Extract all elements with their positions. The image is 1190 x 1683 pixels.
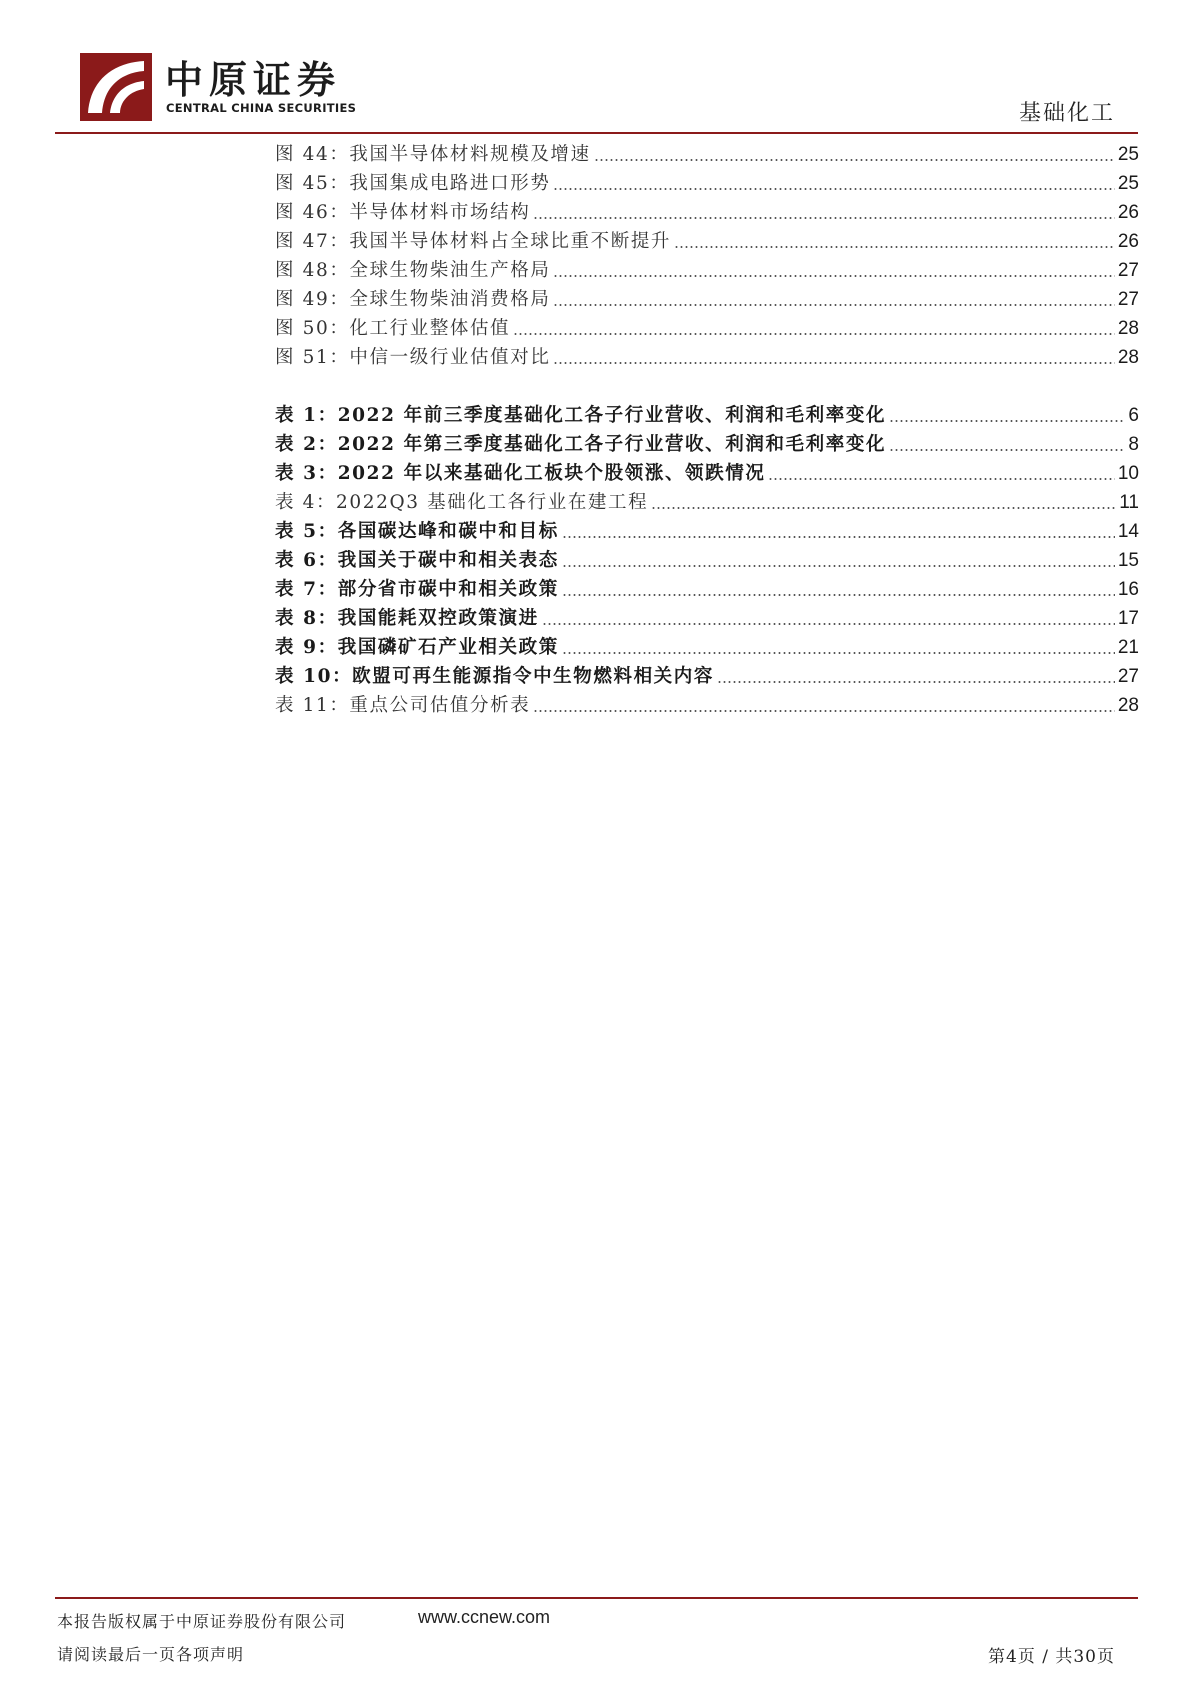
toc-entry-label: 表 6：我国关于碳中和相关表态 <box>275 550 559 571</box>
toc-leader-dots <box>562 565 1115 567</box>
toc-entry-page: 6 <box>1128 405 1139 426</box>
toc-entry-label: 图 48：全球生物柴油生产格局 <box>275 260 551 281</box>
toc-entry-page: 21 <box>1117 637 1139 658</box>
toc-entry[interactable] <box>275 165 1139 196</box>
toc-leader-dots <box>553 188 1114 190</box>
toc-entry-page: 28 <box>1117 318 1139 339</box>
footer-copyright: 本报告版权属于中原证券股份有限公司 <box>57 1612 347 1631</box>
toc-entry[interactable] <box>275 223 1139 254</box>
toc-entry[interactable] <box>275 252 1139 283</box>
toc-entry[interactable] <box>275 687 1139 718</box>
toc-entry[interactable] <box>275 600 1139 631</box>
toc-leader-dots <box>562 594 1115 596</box>
toc-entry[interactable] <box>275 426 1139 457</box>
toc-entry[interactable] <box>275 658 1139 689</box>
toc-entry-label: 图 49：全球生物柴油消费格局 <box>275 289 551 310</box>
toc-leader-dots <box>562 536 1115 538</box>
toc-leader-dots <box>889 420 1125 422</box>
toc-entry-label: 图 44：我国半导体材料规模及增速 <box>275 144 591 165</box>
toc-entry-label: 图 45：我国集成电路进口形势 <box>275 173 551 194</box>
toc-entry-label: 图 51：中信一级行业估值对比 <box>275 347 551 368</box>
toc-entry-label: 表 1：2022 年前三季度基础化工各子行业营收、利润和毛利率变化 <box>275 405 887 426</box>
toc-entry-label: 表 3：2022 年以来基础化工板块个股领涨、领跌情况 <box>275 463 766 484</box>
company-logo-icon <box>80 53 152 121</box>
toc-entry-label: 表 2：2022 年第三季度基础化工各子行业营收、利润和毛利率变化 <box>275 434 887 455</box>
footer-website-link[interactable]: www.ccnew.com <box>418 1607 551 1627</box>
footer-disclaimer: 请阅读最后一页各项声明 <box>57 1645 245 1664</box>
toc-entry-page: 15 <box>1117 550 1139 571</box>
toc-leader-dots <box>553 275 1114 277</box>
toc-entry[interactable] <box>275 397 1139 428</box>
toc-entry-label: 表 11：重点公司估值分析表 <box>275 695 531 716</box>
toc-leader-dots <box>533 217 1115 219</box>
toc-leader-dots <box>674 246 1115 248</box>
toc-entry[interactable] <box>275 136 1139 167</box>
toc-leader-dots <box>651 507 1116 509</box>
toc-leader-dots <box>553 362 1114 364</box>
toc-entry-page: 17 <box>1117 608 1139 629</box>
toc-entry-page: 14 <box>1117 521 1139 542</box>
toc-entry[interactable] <box>275 513 1139 544</box>
header-divider <box>55 132 1138 134</box>
page-header <box>0 0 1190 140</box>
toc-leader-dots <box>768 478 1114 480</box>
toc-entry[interactable] <box>275 571 1139 602</box>
toc-entry-label: 表 10：欧盟可再生能源指令中生物燃料相关内容 <box>275 666 714 687</box>
toc-entry[interactable] <box>275 194 1139 225</box>
toc-entry[interactable] <box>275 455 1139 486</box>
toc-entry-page: 27 <box>1117 260 1139 281</box>
footer-divider <box>55 1597 1138 1599</box>
toc-entry-page: 10 <box>1117 463 1139 484</box>
toc-entry-label: 表 7：部分省市碳中和相关政策 <box>275 579 559 600</box>
toc-entry[interactable] <box>275 310 1139 341</box>
toc-entry-page: 25 <box>1117 173 1139 194</box>
toc-entry-page: 8 <box>1128 434 1139 455</box>
toc-entry-page: 26 <box>1117 231 1139 252</box>
toc-leader-dots <box>513 333 1115 335</box>
toc-leader-dots <box>562 652 1115 654</box>
toc-leader-dots <box>553 304 1114 306</box>
footer-page-number: 第4页 / 共30页 <box>988 1647 1115 1667</box>
toc-entry-page: 28 <box>1117 347 1139 368</box>
section-title: 基础化工 <box>1018 101 1115 126</box>
toc-entry[interactable] <box>275 629 1139 660</box>
toc-entry-label: 图 47：我国半导体材料占全球比重不断提升 <box>275 231 672 252</box>
toc-entry-label: 表 9：我国磷矿石产业相关政策 <box>275 637 559 658</box>
toc-entry[interactable] <box>275 281 1139 312</box>
toc-entry-label: 图 50：化工行业整体估值 <box>275 318 511 339</box>
toc-entry-label: 图 46：半导体材料市场结构 <box>275 202 531 223</box>
toc-entry-page: 25 <box>1117 144 1139 165</box>
toc-entry-page: 28 <box>1117 695 1139 716</box>
toc-entry-page: 27 <box>1117 666 1139 687</box>
toc-entry[interactable] <box>275 484 1139 515</box>
toc-leader-dots <box>889 449 1125 451</box>
toc-leader-dots <box>533 710 1115 712</box>
logo-english-name: CENTRAL CHINA SECURITIES <box>166 101 357 115</box>
toc-entry-page: 11 <box>1119 492 1139 513</box>
toc-entry-label: 表 4：2022Q3 基础化工各行业在建工程 <box>275 492 649 513</box>
toc-entry-label: 表 8：我国能耗双控政策演进 <box>275 608 539 629</box>
toc-leader-dots <box>594 159 1115 161</box>
toc-entry[interactable] <box>275 542 1139 573</box>
toc-entry-page: 27 <box>1117 289 1139 310</box>
toc-leader-dots <box>542 623 1115 625</box>
toc-entry[interactable] <box>275 339 1139 370</box>
toc-entry-page: 26 <box>1117 202 1139 223</box>
toc-entry-page: 16 <box>1117 579 1139 600</box>
logo-chinese-name: 中原证券 <box>165 58 342 102</box>
toc-entry-label: 表 5：各国碳达峰和碳中和目标 <box>275 521 559 542</box>
toc-leader-dots <box>717 681 1115 683</box>
